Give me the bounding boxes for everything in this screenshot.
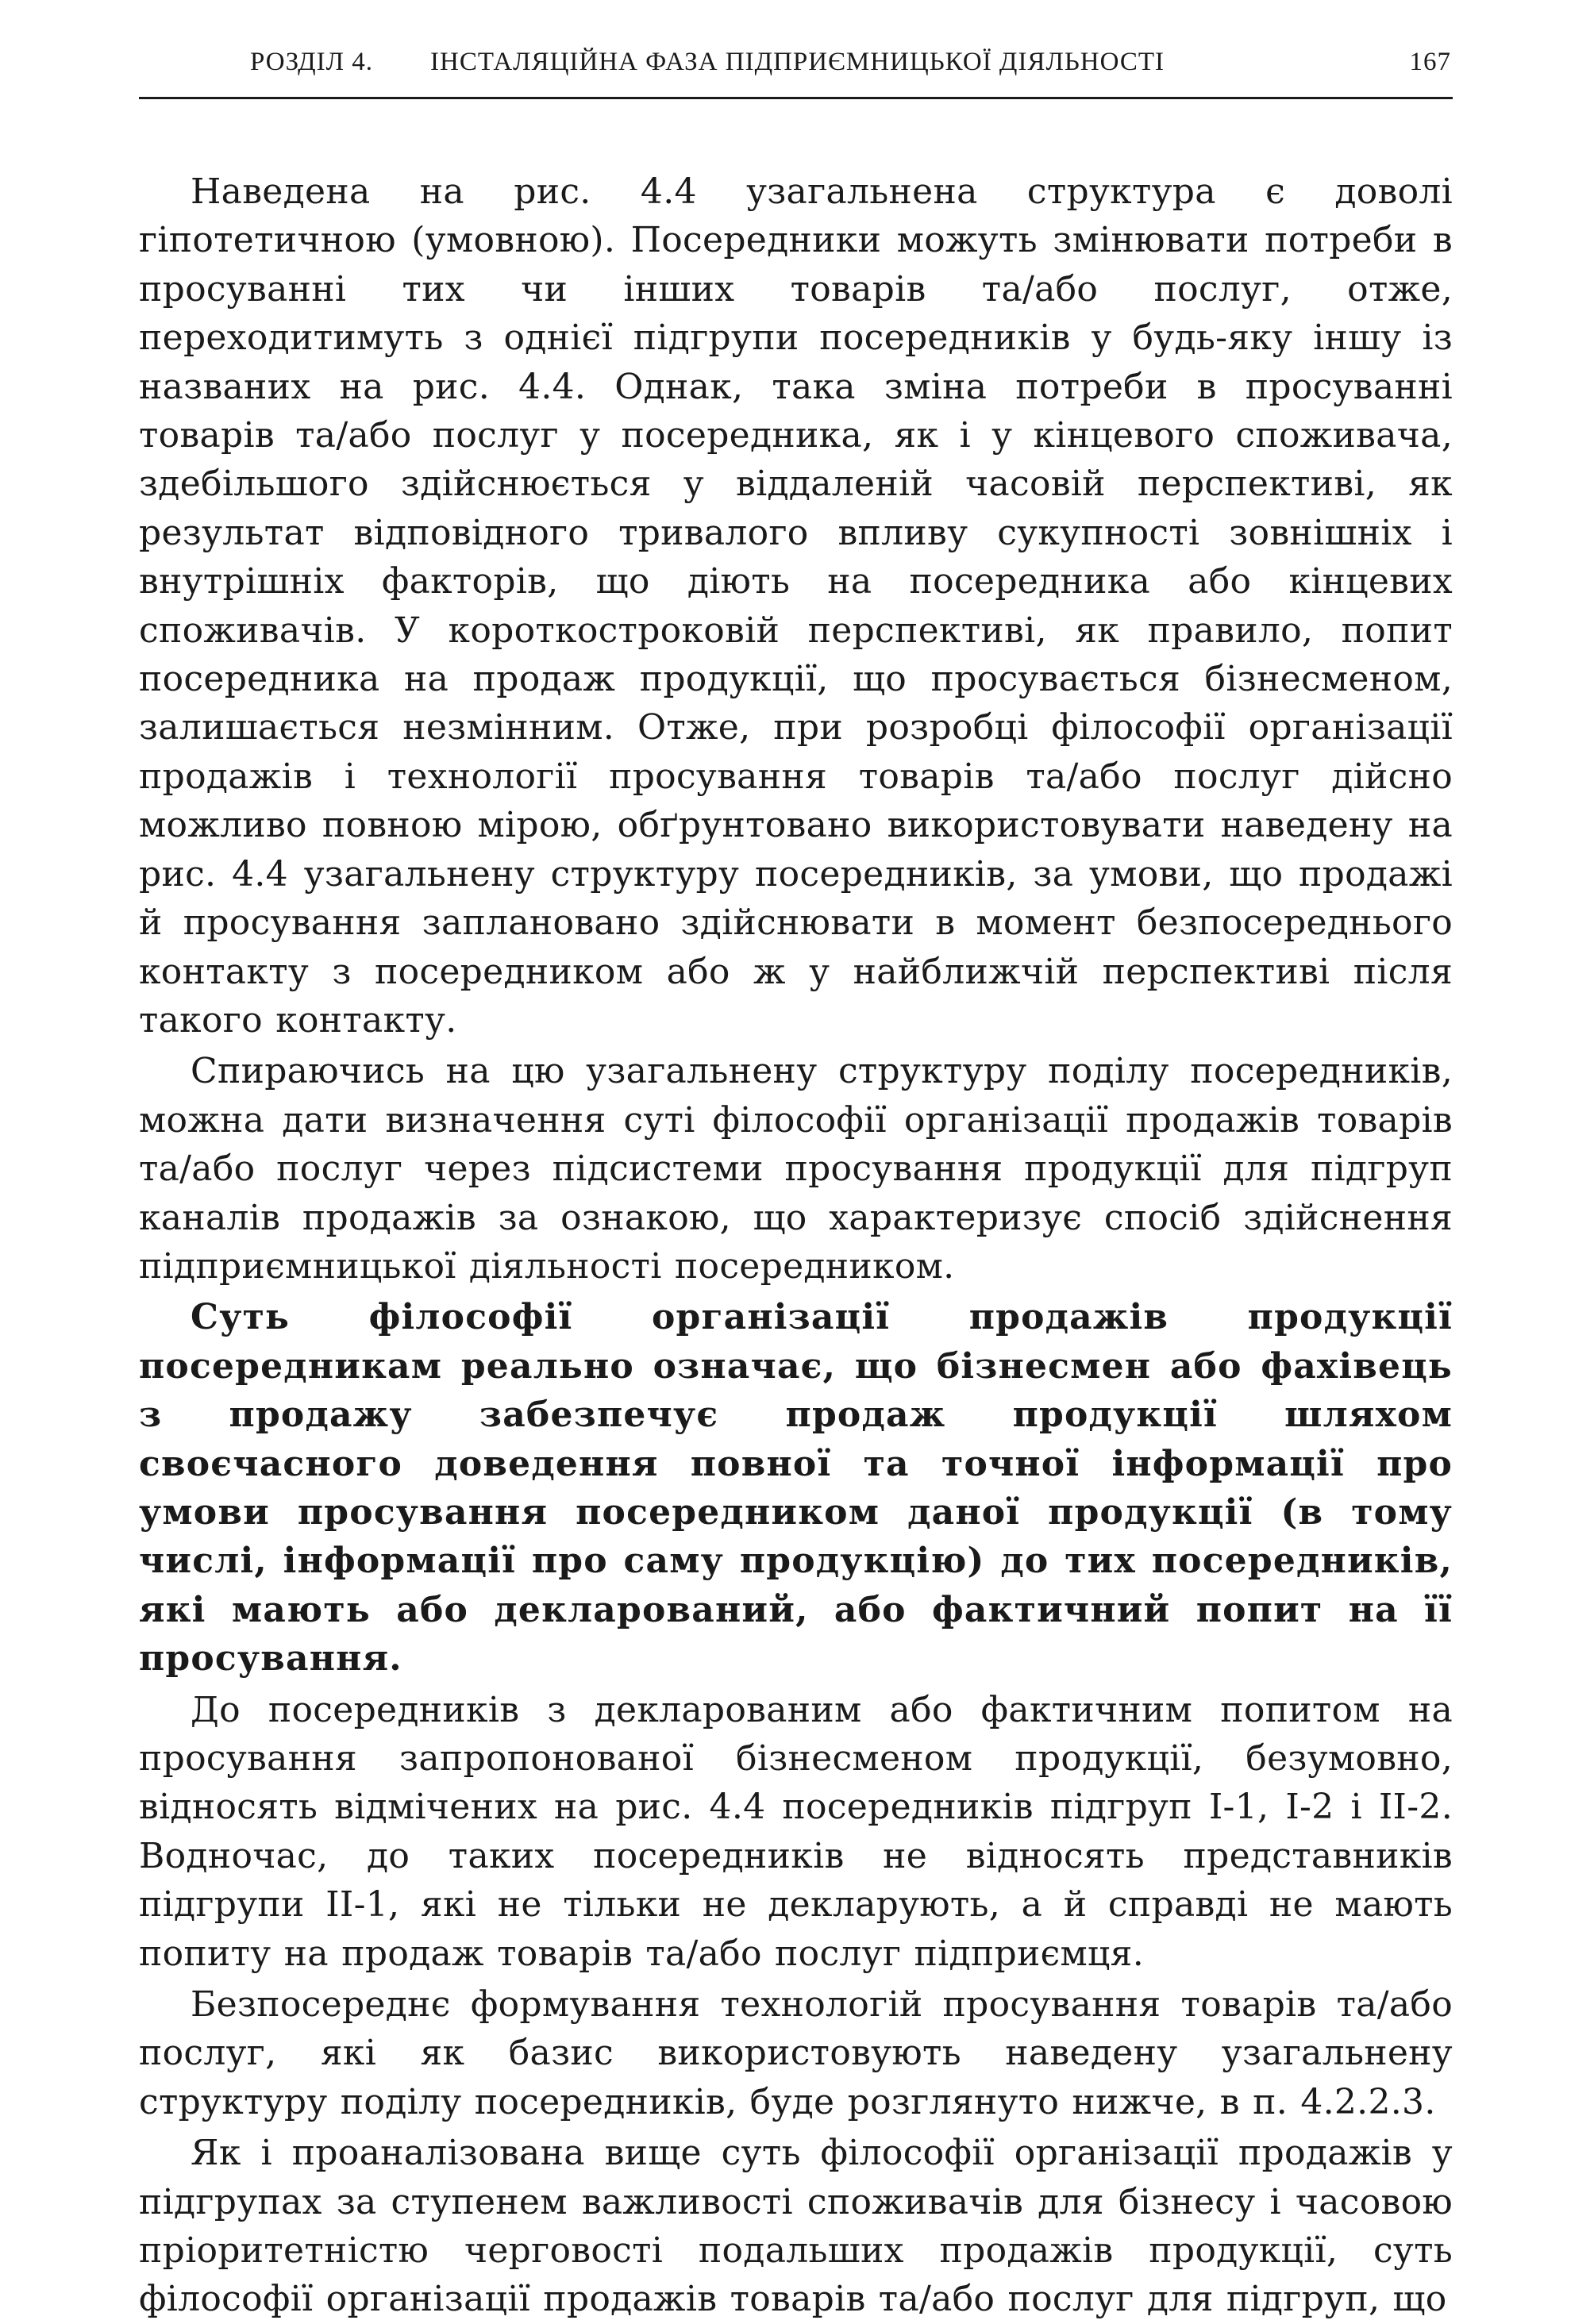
book-page [139,48,1453,2324]
paragraph-4: До посередників з декларованим або фактичним попитом на просування запропонованої бізнесменом продукції, безумовно, відносять відмічених на рис. 4.4 посередників підгруп І-1, І-2 і ІІ-2. Водночас, до таких посередників не відносять представників підгрупи ІІ-1, які не тільки не декларують, а й справді не мають попиту на продаж товарів та/або послуг підприємця. [139,1689,1453,1974]
chapter-label: РОЗДІЛ 4. [250,48,373,76]
paragraph-1: Наведена на рис. 4.4 узагальнена структура є доволі гіпотетичною (умовною). Посередники можуть змінювати потреби в просуванні тих чи інших товарів та/або послуг, отже, переходитимуть з однієї підгрупи посередників у будь-яку іншу із названих на рис. 4.4. Однак, така зміна потреби в просуванні товарів та/або послуг у посередника, як і у кінцевого споживача, здебільшого здійснюється у віддаленій часовій перспективі, як результат відповідного тривалого впливу сукупності зовнішніх і внутрішніх факторів, що діють на посередника або кінцевих споживачів. У короткостроковій перспективі, як правило, попит посередника на продаж продукції, що просувається бізнесменом, залишається незмінним. Отже, при розробці філософії організації продажів і технології просування товарів та/або послуг дійсно можливо повною мірою, обґрунтовано використовувати наведену на рис. 4.4 узагальнену структуру посередників, за умови, що продажі й просування заплановано здійснювати в момент безпосереднього контакту з посередником або ж у найближчій перспективі після такого контакту. [139,171,1453,1041]
body-text [139,167,1453,2324]
page-number: 167 [1409,48,1451,76]
paragraph-5: Безпосереднє формування технологій просування товарів та/або послуг, які як базис використовують наведену узагальнену структуру поділу посередників, буде розглянуто нижче, в п. 4.2.2.3. [139,1984,1453,2122]
paragraph-2: Спираючись на цю узагальнену структуру поділу посередників, можна дати визначення суті філософії організації продажів товарів та/або послуг через підсистеми просування продукції для підгруп каналів продажів за ознакою, що характеризує спосіб здійснення підприємницької діяльності посередником. [139,1051,1453,1287]
running-header [139,48,1453,99]
definition-paragraph: Суть філософії організації продажів продукції посередникам реально означає, що бізнесмен або фахівець з продажу забезпечує продаж продукції шляхом своєчасного доведення повної та точної інформації про умови просування посередником даної продукції (в тому числі, інформації про саму продукцію) до тих посередників, які мають або декларований, або фактичний попит на її просування. [139,1297,1453,1680]
chapter-title: ІНСТАЛЯЦІЙНА ФАЗА ПІДПРИЄМНИЦЬКОЇ ДІЯЛЬНОСТІ [430,48,1165,76]
paragraph-6: Як і проаналізована вище суть філософії організації продажів у підгрупах за ступенем важливості споживачів для бізнесу і часовою пріоритетністю черговості подальших продажів продукції, суть філософії організації продажів товарів та/або послуг для підгруп, що [139,2133,1453,2320]
